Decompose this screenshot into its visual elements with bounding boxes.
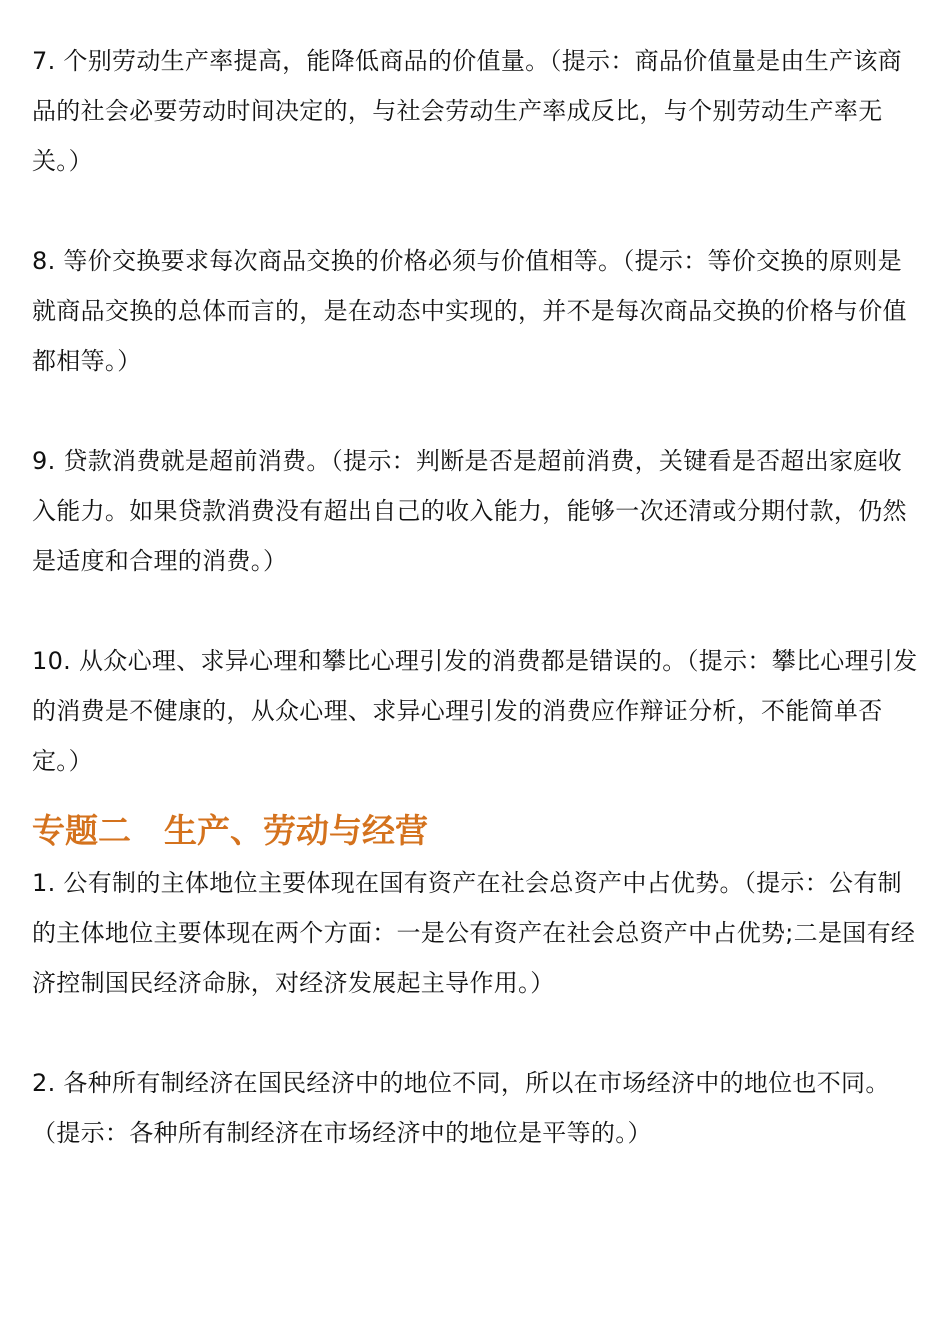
- spacer: [32, 386, 918, 436]
- spacer: [32, 186, 918, 236]
- spacer: [32, 586, 918, 636]
- section2-item-1: 1. 公有制的主体地位主要体现在国有资产在社会总资产中占优势。（提示：公有制的主体地位主要体现在两个方面：一是公有资产在社会总资产中占优势;二是国有经济控制国民经济命脉，对经济发展起主导作用。）: [32, 869, 916, 997]
- item-9: 9. 贷款消费就是超前消费。（提示：判断是否是超前消费，关键看是否超出家庭收入能力。如果贷款消费没有超出自己的收入能力，能够一次还清或分期付款，仍然是适度和合理的消费。）: [32, 447, 907, 575]
- item-7: 7. 个别劳动生产率提高，能降低商品的价值量。（提示：商品价值量是由生产该商品的社会必要劳动时间决定的，与社会劳动生产率成反比，与个别劳动生产率无关。）: [32, 47, 902, 175]
- section-heading: 专题二 生产、劳动与经营: [32, 811, 428, 850]
- spacer: [32, 1008, 918, 1058]
- item-8: 8. 等价交换要求每次商品交换的价格必须与价值相等。（提示：等价交换的原则是就商品交换的总体而言的，是在动态中实现的，并不是每次商品交换的价格与价值都相等。）: [32, 247, 907, 375]
- item-10: 10. 从众心理、求异心理和攀比心理引发的消费都是错误的。（提示：攀比心理引发的消费是不健康的，从众心理、求异心理引发的消费应作辩证分析，不能简单否定。）: [32, 647, 918, 775]
- section2-item-2: 2. 各种所有制经济在国民经济中的地位不同，所以在市场经济中的地位也不同。（提示：各种所有制经济在市场经济中的地位是平等的。）: [32, 1069, 890, 1147]
- document-page: [32, 36, 918, 1158]
